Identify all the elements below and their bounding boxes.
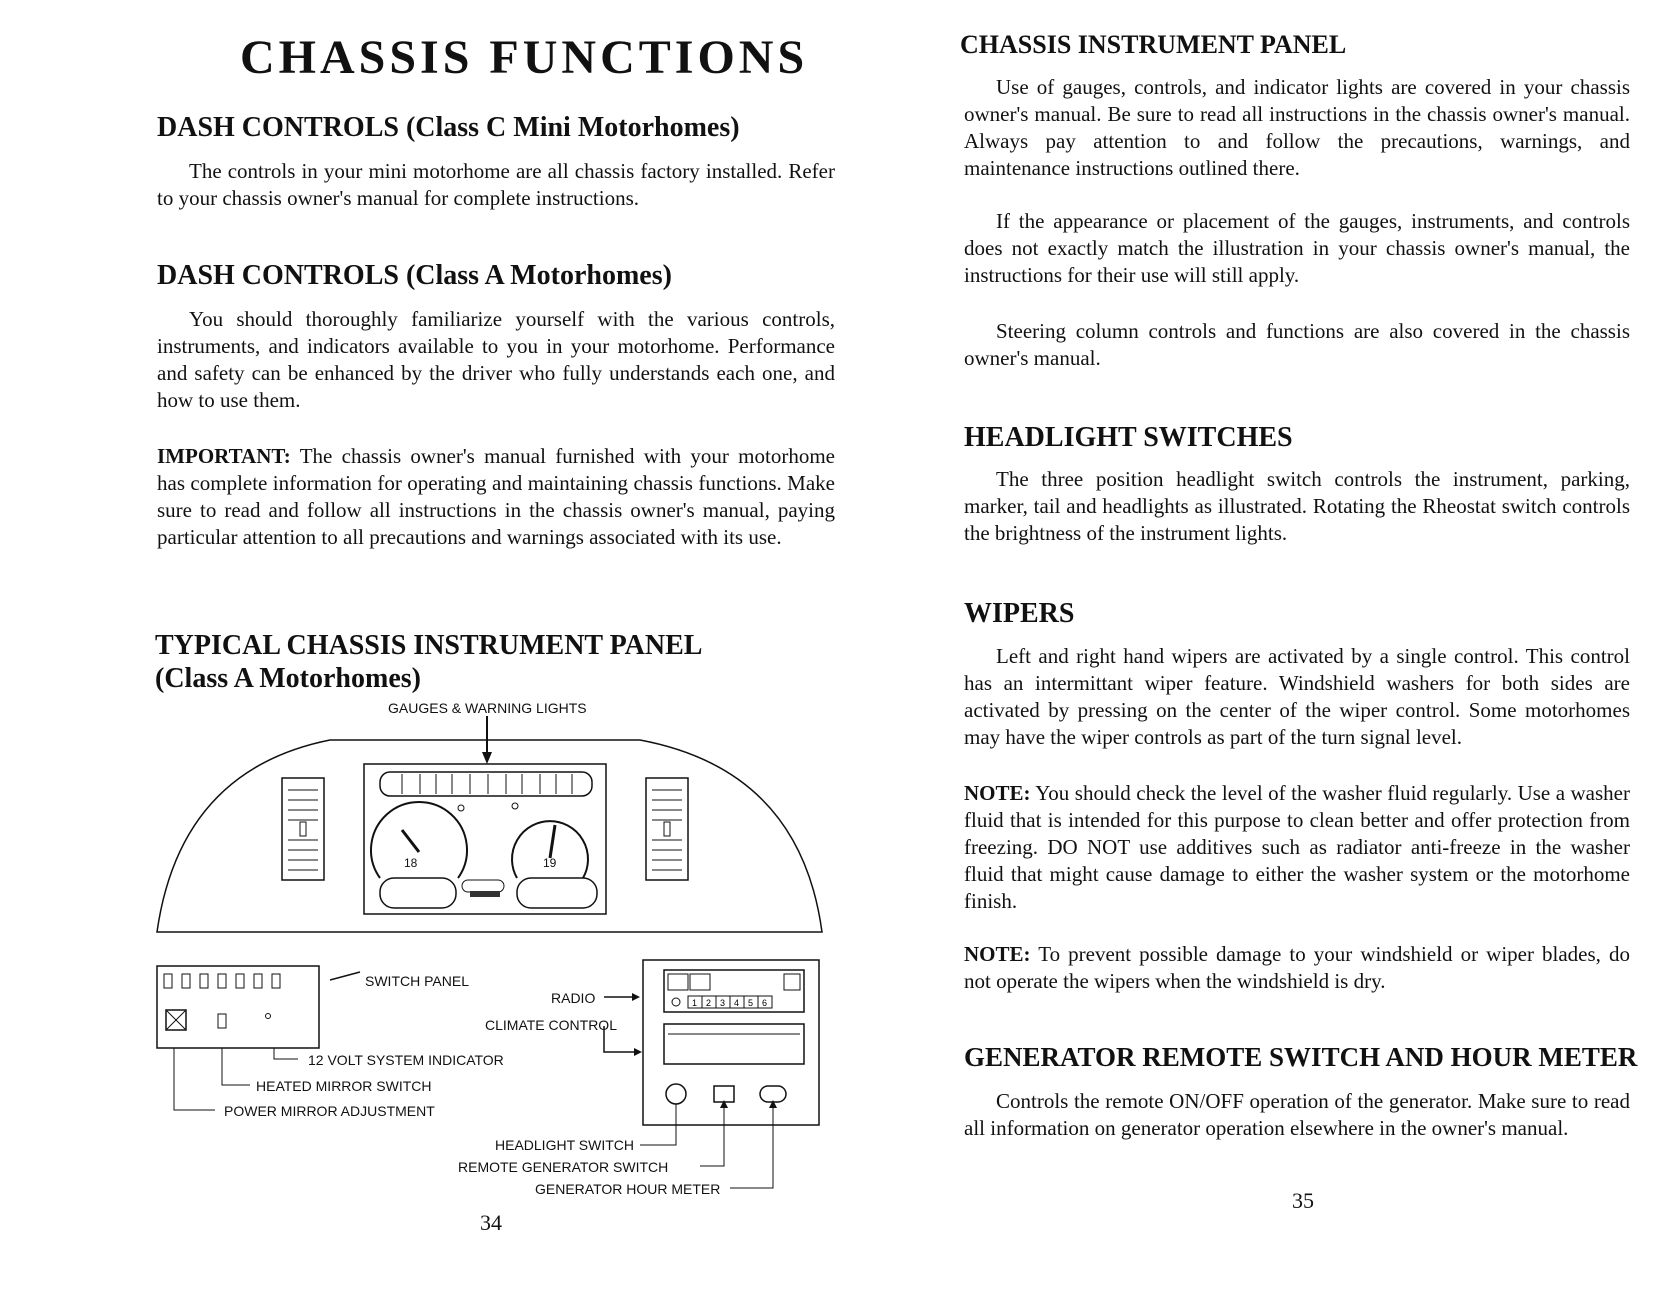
heading-sub: (Class A Motorhomes): [405, 260, 672, 291]
paragraph-text: Steering column controls and functions are also covered in the chassis owner's manual.: [964, 319, 1630, 370]
radio-preset-number: 1: [692, 998, 698, 1008]
note-text: You should check the level of the washer fluid regularly. Use a washer fluid that is intended for this purpose to clean better and offer protection from freezing. DO NOT use additives such as radiator anti-freeze in the washer fluid that might cause damage to either the washer system or the motorhome finish.: [964, 781, 1630, 913]
switch-panel-switches: [164, 974, 280, 988]
wipers-note1: [964, 780, 1630, 915]
speedometer-number: 18: [404, 856, 418, 870]
small-gauge-left: [380, 878, 456, 908]
note-text: To prevent possible damage to your windshield or wiper blades, do not operate the wipers when the windshield is dry.: [964, 942, 1630, 993]
radio-preset-number: 6: [762, 998, 768, 1008]
indicator-dot-right: [512, 803, 518, 809]
left-vent-slats: [288, 790, 318, 870]
paragraph-text: Controls the remote ON/OFF operation of the generator. Make sure to read all information on generator operation elsewhere in the owner's manual.: [964, 1089, 1630, 1140]
radio-preset-number: 5: [748, 998, 754, 1008]
right-page: [930, 0, 1662, 1289]
note-label: NOTE:: [964, 942, 1031, 966]
generator-heading: GENERATOR REMOTE SWITCH AND HOUR METER: [964, 1042, 1638, 1072]
headlight-switch-label: HEADLIGHT SWITCH: [495, 1137, 634, 1153]
right-vent-slats: [652, 790, 682, 870]
volt-indicator-leader: [274, 1048, 298, 1059]
left-vent: [282, 778, 324, 880]
heated-mirror-label: HEATED MIRROR SWITCH: [256, 1078, 432, 1094]
paragraph-text: The three position headlight switch controls the instrument, parking, marker, tail and headlights as illustrated. Rotating the Rheostat switch controls the brightness of the instrument lights.: [964, 467, 1630, 545]
right-vent: [646, 778, 688, 880]
hour-meter-label: GENERATOR HOUR METER: [535, 1181, 721, 1197]
page-title: CHASSIS FUNCTIONS: [240, 31, 809, 84]
paragraph-text: Use of gauges, controls, and indicator lights are covered in your chassis owner's manual. Be sure to read all instructions in the chassis owner's manual. Always pay attention to and follow the precautions, warnings, and maintenance instructions outlined there.: [964, 75, 1630, 180]
headlight-switches-heading: HEADLIGHT SWITCHES: [964, 422, 1293, 453]
paragraph-text: If the appearance or placement of the gauges, instruments, and controls does not exactly match the illustration in your chassis owner's manual, the instructions for their use will still apply.: [964, 209, 1630, 287]
tachometer-needle: [550, 825, 555, 858]
switch-panel-box: [157, 966, 319, 1048]
gauges-arrowhead: [482, 752, 492, 764]
remote-generator-switch: [714, 1086, 734, 1102]
wipers-heading: WIPERS: [964, 598, 1075, 629]
heated-mirror-leader: [222, 1048, 250, 1085]
instrument-panel-p2: [964, 208, 1630, 289]
wipers-note2: [964, 941, 1630, 995]
heated-mirror-switch: [218, 1014, 226, 1028]
note-label: NOTE:: [964, 781, 1031, 805]
paragraph-text: You should thoroughly familiarize yourself with the various controls, instruments, and indicators available to you in your motorhome. Performance and safety can be enhanced by the driver who fully understands each one, and how to use them.: [157, 307, 835, 412]
climate-unit: [664, 1024, 804, 1064]
center-lamp: [470, 891, 500, 897]
indicator-dot-left: [458, 805, 464, 811]
radio-climate-box: [643, 960, 819, 1125]
power-mirror-leader: [174, 1048, 215, 1110]
hour-meter-leader: [730, 1102, 773, 1188]
climate-control-label: CLIMATE CONTROL: [485, 1017, 617, 1033]
heading-text: DASH CONTROLS: [157, 260, 399, 291]
power-mirror-label: POWER MIRROR ADJUSTMENT: [224, 1103, 435, 1119]
headlight-switch-knob: [666, 1084, 686, 1104]
paragraph-text: Left and right hand wipers are activated by a single control. This control has an intermittant wiper feature. Windshield washers for both sides are activated by pressing on the center of the wiper control. Some motorhomes may have the wiper controls as part of the turn signal level.: [964, 644, 1630, 749]
page-number-right: 35: [1292, 1188, 1314, 1213]
important-text: The chassis owner's manual furnished with your motorhome has complete information for operating and maintaining chassis functions. Make sure to read and follow all instructions in the chassis owner's manual, paying particular attention to all precautions and warnings associated with its use.: [157, 444, 835, 549]
switch-panel-label: SWITCH PANEL: [365, 973, 469, 989]
radio-label: RADIO: [551, 990, 596, 1006]
volt-indicator-label: 12 VOLT SYSTEM INDICATOR: [308, 1052, 504, 1068]
gauges-warning-lights-label: GAUGES & WARNING LIGHTS: [388, 700, 587, 716]
remote-generator-leader: [700, 1102, 724, 1166]
volt-indicator-light: [266, 1014, 271, 1019]
switch-panel-arrow: [330, 972, 360, 980]
paragraph-text: The controls in your mini motorhome are all chassis factory installed. Refer to your chassis owner's manual for complete instructions.: [157, 159, 835, 210]
important-label: IMPORTANT:: [157, 444, 291, 468]
small-gauge-right: [517, 878, 597, 908]
speedometer-needle: [402, 830, 419, 852]
warning-lights-bar: [380, 772, 592, 796]
heading-text: DASH CONTROLS: [157, 112, 399, 143]
warning-light-cells: [402, 774, 572, 794]
speedometer-gauge: [371, 802, 467, 878]
instrument-panel-p3: [964, 318, 1630, 372]
radio-preset-number: 3: [720, 998, 726, 1008]
remote-generator-label: REMOTE GENERATOR SWITCH: [458, 1159, 669, 1175]
typical-panel-heading: TYPICAL CHASSIS INSTRUMENT PANEL: [155, 630, 703, 661]
heading-sub: (Class C Mini Motorhomes): [405, 112, 740, 143]
radio-preset-number: 4: [734, 998, 740, 1008]
dash-outline: [157, 740, 822, 932]
instrument-panel-heading: CHASSIS INSTRUMENT PANEL: [960, 30, 1347, 59]
odometer: [462, 880, 504, 892]
generator-p1: [964, 1088, 1630, 1142]
generator-hour-meter: [760, 1086, 786, 1102]
typical-panel-subheading: (Class A Motorhomes): [155, 663, 421, 694]
tachometer-number: 19: [543, 856, 557, 870]
wipers-p1: [964, 643, 1630, 751]
radio-preset-number: 2: [706, 998, 712, 1008]
headlight-switches-p1: [964, 466, 1630, 547]
page-number-left: 34: [480, 1210, 502, 1235]
instrument-panel-p1: [964, 74, 1630, 182]
